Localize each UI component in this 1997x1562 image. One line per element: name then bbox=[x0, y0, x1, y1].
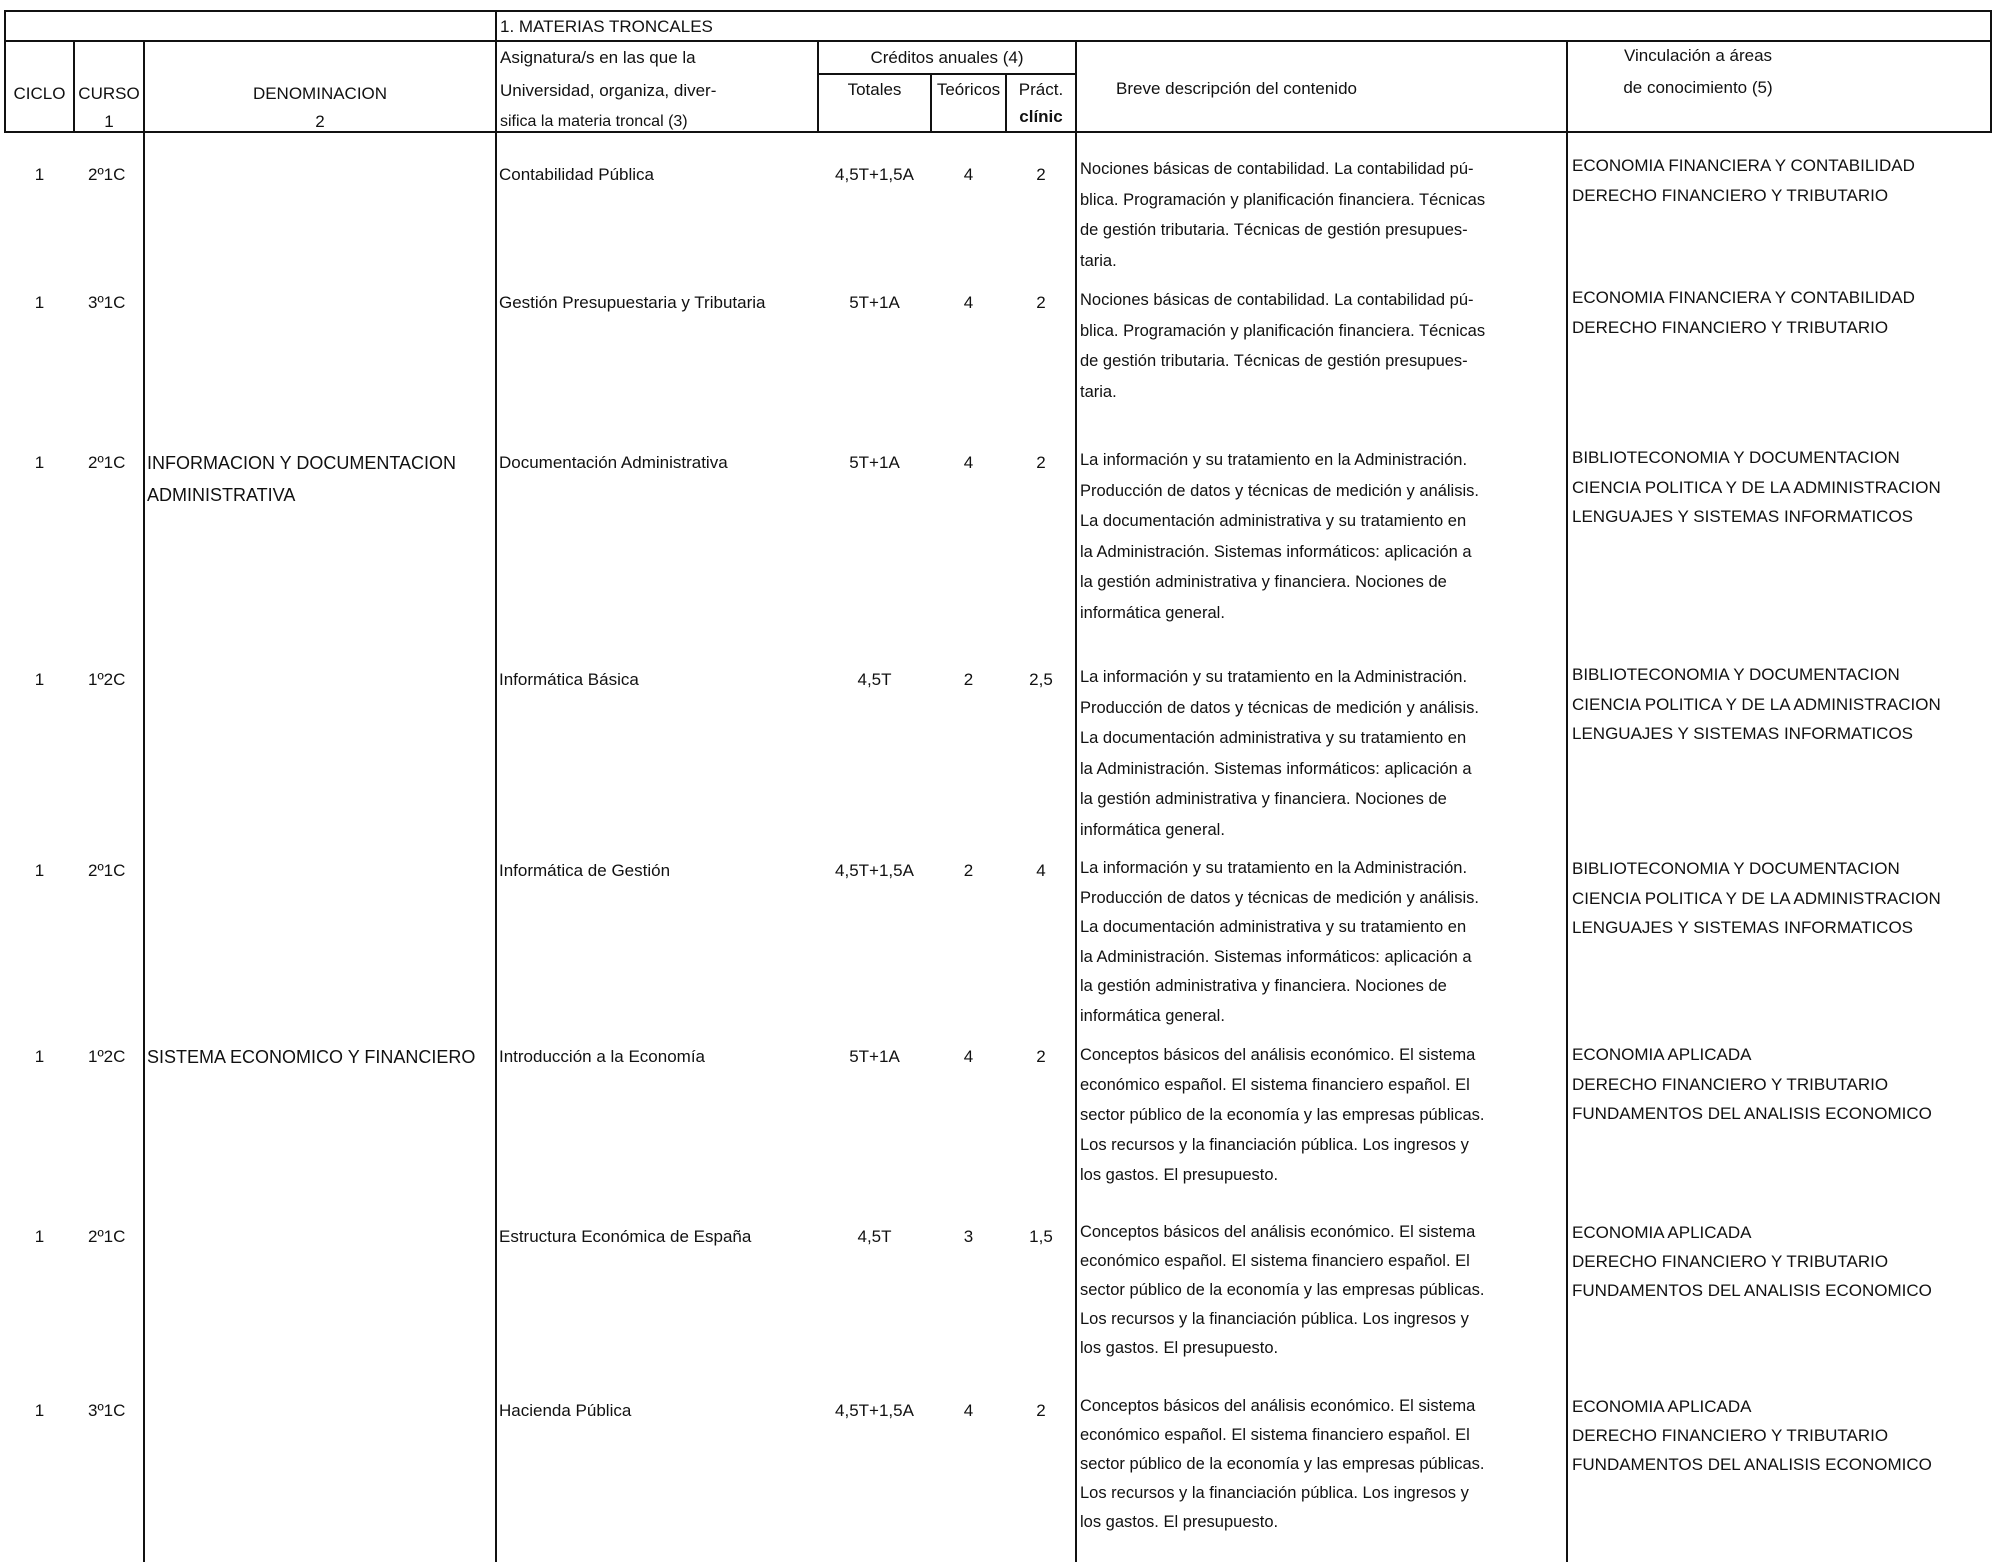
descripcion-line: taria. bbox=[1080, 382, 1117, 401]
descripcion-line: Los recursos y la financiación pública. Los ingresos y bbox=[1080, 1310, 1469, 1328]
row-areas bbox=[1572, 443, 1941, 532]
row-descripcion bbox=[1080, 854, 1479, 1031]
section-title-left-divider bbox=[495, 10, 497, 42]
descripcion-line: sector público de la economía y las empresas públicas. bbox=[1080, 1455, 1485, 1473]
descripcion-line: Producción de datos y técnicas de medición y análisis. bbox=[1080, 698, 1479, 717]
area-line: DERECHO FINANCIERO Y TRIBUTARIO bbox=[1572, 1074, 1889, 1094]
header-vinculacion-line-1: Vinculación a áreas bbox=[1623, 46, 1773, 65]
descripcion-line: La información y su tratamiento en la Administración. bbox=[1080, 668, 1468, 686]
row-totales: 5T+1A bbox=[849, 293, 900, 312]
row-denominacion bbox=[147, 1041, 475, 1073]
area-line: FUNDAMENTOS DEL ANALISIS ECONOMICO bbox=[1572, 1455, 1932, 1474]
area-line: FUNDAMENTOS DEL ANALISIS ECONOMICO bbox=[1572, 1104, 1932, 1123]
descripcion-line: Nociones básicas de contabilidad. La contabilidad pú- bbox=[1080, 160, 1474, 178]
area-line: BIBLIOTECONOMIA Y DOCUMENTACION bbox=[1572, 859, 1900, 878]
descripcion-line: la gestión administrativa y financiera. Nociones de bbox=[1080, 977, 1447, 995]
header-denominacion-number: 2 bbox=[315, 112, 325, 131]
row-descripcion bbox=[1080, 445, 1479, 628]
row-asignatura: Informática Básica bbox=[499, 670, 639, 689]
row-areas bbox=[1572, 660, 1941, 749]
header-asignatura-line-2: Universidad, organiza, diver- bbox=[500, 81, 717, 100]
denominacion-line: INFORMACION Y DOCUMENTACION bbox=[147, 453, 457, 473]
header-breve-descripcion: Breve descripción del contenido bbox=[1116, 79, 1357, 98]
descripcion-line: sector público de la economía y las empresas públicas. bbox=[1080, 1281, 1485, 1299]
descripcion-line: La información y su tratamiento en la Administración. bbox=[1080, 451, 1468, 469]
descripcion-line: blica. Programación y planificación financiera. Técnicas bbox=[1080, 321, 1486, 340]
descripcion-line: informática general. bbox=[1080, 603, 1225, 622]
row-totales: 5T+1A bbox=[849, 453, 900, 472]
descripcion-line: la gestión administrativa y financiera. Nociones de bbox=[1080, 573, 1447, 591]
row-curso: 1º2C bbox=[88, 670, 126, 689]
area-line: BIBLIOTECONOMIA Y DOCUMENTACION bbox=[1572, 448, 1900, 467]
row-practicos: 2 bbox=[1036, 1401, 1046, 1420]
row-ciclo: 1 bbox=[34, 165, 45, 184]
col-divider-curso-denominacion bbox=[143, 42, 145, 1562]
area-line: CIENCIA POLITICA Y DE LA ADMINISTRACION bbox=[1572, 888, 1941, 908]
row-asignatura: Gestión Presupuestaria y Tributaria bbox=[499, 293, 766, 312]
descripcion-line: Producción de datos y técnicas de medición y análisis. bbox=[1080, 888, 1479, 907]
row-denominacion bbox=[147, 447, 456, 511]
row-ciclo: 1 bbox=[34, 670, 45, 689]
row-ciclo: 1 bbox=[34, 1227, 45, 1246]
header-asignatura-line-1: Asignatura/s en las que la bbox=[500, 48, 696, 67]
row-areas bbox=[1572, 1392, 1932, 1479]
row-teoricos: 2 bbox=[963, 670, 974, 689]
denominacion-line: SISTEMA ECONOMICO Y FINANCIERO bbox=[147, 1047, 476, 1067]
area-line: DERECHO FINANCIERO Y TRIBUTARIO bbox=[1572, 1252, 1889, 1271]
descripcion-line: informática general. bbox=[1080, 1006, 1225, 1025]
row-teoricos: 3 bbox=[963, 1227, 974, 1246]
row-ciclo: 1 bbox=[34, 1047, 45, 1066]
row-totales: 4,5T bbox=[857, 670, 892, 689]
col-divider-practicos-descripcion bbox=[1075, 133, 1077, 1562]
area-line: CIENCIA POLITICA Y DE LA ADMINISTRACION bbox=[1572, 694, 1941, 714]
col-divider-denominacion-asignatura bbox=[495, 42, 497, 1562]
row-areas bbox=[1572, 854, 1941, 943]
header-teoricos: Teóricos bbox=[936, 80, 1001, 99]
row-descripcion bbox=[1080, 1040, 1484, 1190]
descripcion-line: La información y su tratamiento en la Administración. bbox=[1080, 859, 1468, 877]
row-descripcion bbox=[1080, 285, 1485, 407]
row-practicos: 2 bbox=[1036, 293, 1046, 312]
header-practicos: Práct. bbox=[1018, 80, 1064, 99]
area-line: DERECHO FINANCIERO Y TRIBUTARIO bbox=[1572, 1426, 1889, 1445]
row-asignatura: Informática de Gestión bbox=[499, 861, 671, 880]
descripcion-line: sector público de la economía y las empresas públicas. bbox=[1080, 1106, 1485, 1124]
descripcion-line: La documentación administrativa y su tratamiento en bbox=[1080, 729, 1467, 747]
header-totales: Totales bbox=[847, 80, 902, 99]
descripcion-line: la Administración. Sistemas informáticos: aplicación a bbox=[1080, 542, 1472, 561]
row-asignatura: Contabilidad Pública bbox=[499, 165, 654, 184]
col-divider-descripcion-areas bbox=[1566, 42, 1568, 1562]
descripcion-line: de gestión tributaria. Técnicas de gestión presupues- bbox=[1080, 221, 1468, 239]
row-curso: 2º1C bbox=[88, 165, 126, 184]
row-asignatura: Hacienda Pública bbox=[499, 1401, 632, 1420]
descripcion-line: La documentación administrativa y su tratamiento en bbox=[1080, 512, 1467, 530]
descripcion-line: Conceptos básicos del análisis económico. El sistema bbox=[1080, 1223, 1476, 1241]
row-totales: 4,5T+1,5A bbox=[835, 1401, 914, 1420]
col-divider-creditos-right bbox=[1075, 42, 1077, 133]
row-ciclo: 1 bbox=[34, 453, 45, 472]
row-teoricos: 4 bbox=[963, 293, 974, 312]
row-teoricos: 4 bbox=[963, 453, 974, 472]
descripcion-line: blica. Programación y planificación financiera. Técnicas bbox=[1080, 190, 1486, 209]
row-ciclo: 1 bbox=[34, 293, 45, 312]
table-top-border bbox=[4, 10, 1992, 12]
descripcion-line: taria. bbox=[1080, 251, 1117, 270]
row-teoricos: 2 bbox=[963, 861, 974, 880]
header-curso-number: 1 bbox=[104, 112, 114, 131]
row-curso: 3º1C bbox=[88, 1401, 126, 1420]
table-left-border bbox=[4, 10, 6, 133]
descripcion-line: Producción de datos y técnicas de medición y análisis. bbox=[1080, 481, 1479, 500]
descripcion-line: Los recursos y la financiación pública. Los ingresos y bbox=[1080, 1136, 1469, 1154]
descripcion-line: los gastos. El presupuesto. bbox=[1080, 1166, 1279, 1184]
row-practicos: 2,5 bbox=[1029, 670, 1053, 689]
area-line: CIENCIA POLITICA Y DE LA ADMINISTRACION bbox=[1572, 477, 1941, 497]
row-totales: 4,5T+1,5A bbox=[835, 861, 914, 880]
descripcion-line: económico español. El sistema financiero español. El bbox=[1080, 1426, 1470, 1444]
area-line: ECONOMIA APLICADA bbox=[1572, 1223, 1752, 1242]
row-asignatura: Introducción a la Economía bbox=[499, 1047, 706, 1066]
row-descripcion bbox=[1080, 154, 1485, 276]
descripcion-line: La documentación administrativa y su tratamiento en bbox=[1080, 918, 1467, 936]
row-descripcion bbox=[1080, 1218, 1484, 1363]
header-curso: CURSO bbox=[78, 84, 140, 103]
descripcion-line: económico español. El sistema financiero español. El bbox=[1080, 1076, 1470, 1094]
header-vinculacion-line-2: de conocimiento (5) bbox=[1623, 78, 1773, 97]
header-asignatura-line-3: sifica la materia troncal (3) bbox=[500, 113, 688, 130]
creditos-divider bbox=[817, 73, 1075, 75]
row-totales: 4,5T+1,5A bbox=[835, 165, 914, 184]
row-areas bbox=[1572, 151, 1915, 210]
row-descripcion bbox=[1080, 1392, 1484, 1537]
row-practicos: 2 bbox=[1036, 165, 1046, 184]
area-line: DERECHO FINANCIERO Y TRIBUTARIO bbox=[1572, 185, 1889, 205]
row-practicos: 2 bbox=[1036, 453, 1046, 472]
header-ciclo: CICLO bbox=[13, 84, 66, 103]
section-title-bottom-border bbox=[4, 40, 1992, 42]
row-areas bbox=[1572, 283, 1915, 342]
row-teoricos: 4 bbox=[963, 165, 974, 184]
row-curso: 3º1C bbox=[88, 293, 126, 312]
area-line: ECONOMIA FINANCIERA Y CONTABILIDAD bbox=[1572, 288, 1915, 307]
area-line: LENGUAJES Y SISTEMAS INFORMATICOS bbox=[1572, 507, 1914, 526]
area-line: ECONOMIA APLICADA bbox=[1572, 1397, 1752, 1416]
area-line: LENGUAJES Y SISTEMAS INFORMATICOS bbox=[1572, 918, 1914, 937]
row-teoricos: 4 bbox=[963, 1401, 974, 1420]
descripcion-line: económico español. El sistema financiero español. El bbox=[1080, 1252, 1470, 1270]
descripcion-line: Conceptos básicos del análisis económico. El sistema bbox=[1080, 1046, 1476, 1064]
descripcion-line: la Administración. Sistemas informáticos: aplicación a bbox=[1080, 759, 1472, 778]
descripcion-line: los gastos. El presupuesto. bbox=[1080, 1339, 1279, 1357]
section-title: 1. MATERIAS TRONCALES bbox=[500, 17, 713, 36]
row-totales: 4,5T bbox=[857, 1227, 892, 1246]
row-curso: 2º1C bbox=[88, 453, 126, 472]
descripcion-line: de gestión tributaria. Técnicas de gestión presupues- bbox=[1080, 352, 1468, 370]
row-practicos: 2 bbox=[1036, 1047, 1046, 1066]
area-line: ECONOMIA APLICADA bbox=[1572, 1045, 1752, 1064]
row-areas bbox=[1572, 1040, 1932, 1129]
area-line: BIBLIOTECONOMIA Y DOCUMENTACION bbox=[1572, 665, 1900, 684]
descripcion-line: los gastos. El presupuesto. bbox=[1080, 1513, 1279, 1531]
denominacion-line: ADMINISTRATIVA bbox=[147, 485, 296, 505]
area-line: ECONOMIA FINANCIERA Y CONTABILIDAD bbox=[1572, 156, 1915, 175]
descripcion-line: Los recursos y la financiación pública. Los ingresos y bbox=[1080, 1484, 1469, 1502]
descripcion-line: la gestión administrativa y financiera. Nociones de bbox=[1080, 790, 1447, 808]
area-line: FUNDAMENTOS DEL ANALISIS ECONOMICO bbox=[1572, 1281, 1932, 1300]
table-right-border bbox=[1990, 10, 1992, 133]
row-asignatura: Estructura Económica de España bbox=[499, 1227, 752, 1246]
descripcion-line: informática general. bbox=[1080, 820, 1225, 839]
descripcion-line: Nociones básicas de contabilidad. La contabilidad pú- bbox=[1080, 291, 1474, 309]
descripcion-line: Conceptos básicos del análisis económico. El sistema bbox=[1080, 1397, 1476, 1415]
row-curso: 2º1C bbox=[88, 1227, 126, 1246]
row-ciclo: 1 bbox=[34, 861, 45, 880]
header-practicos-clinic: clínic bbox=[1019, 107, 1063, 126]
row-totales: 5T+1A bbox=[849, 1047, 900, 1066]
area-line: LENGUAJES Y SISTEMAS INFORMATICOS bbox=[1572, 724, 1914, 743]
row-descripcion bbox=[1080, 662, 1479, 845]
header-creditos: Créditos anuales (4) bbox=[870, 48, 1024, 67]
row-areas bbox=[1572, 1218, 1932, 1305]
row-asignatura: Documentación Administrativa bbox=[499, 453, 728, 472]
descripcion-line: la Administración. Sistemas informáticos: aplicación a bbox=[1080, 947, 1472, 966]
row-practicos: 1,5 bbox=[1029, 1227, 1053, 1246]
row-practicos: 4 bbox=[1036, 861, 1046, 880]
row-teoricos: 4 bbox=[963, 1047, 974, 1066]
area-line: DERECHO FINANCIERO Y TRIBUTARIO bbox=[1572, 317, 1889, 337]
header-denominacion: DENOMINACION bbox=[252, 84, 388, 103]
row-ciclo: 1 bbox=[34, 1401, 45, 1420]
row-curso: 1º2C bbox=[88, 1047, 126, 1066]
row-curso: 2º1C bbox=[88, 861, 126, 880]
